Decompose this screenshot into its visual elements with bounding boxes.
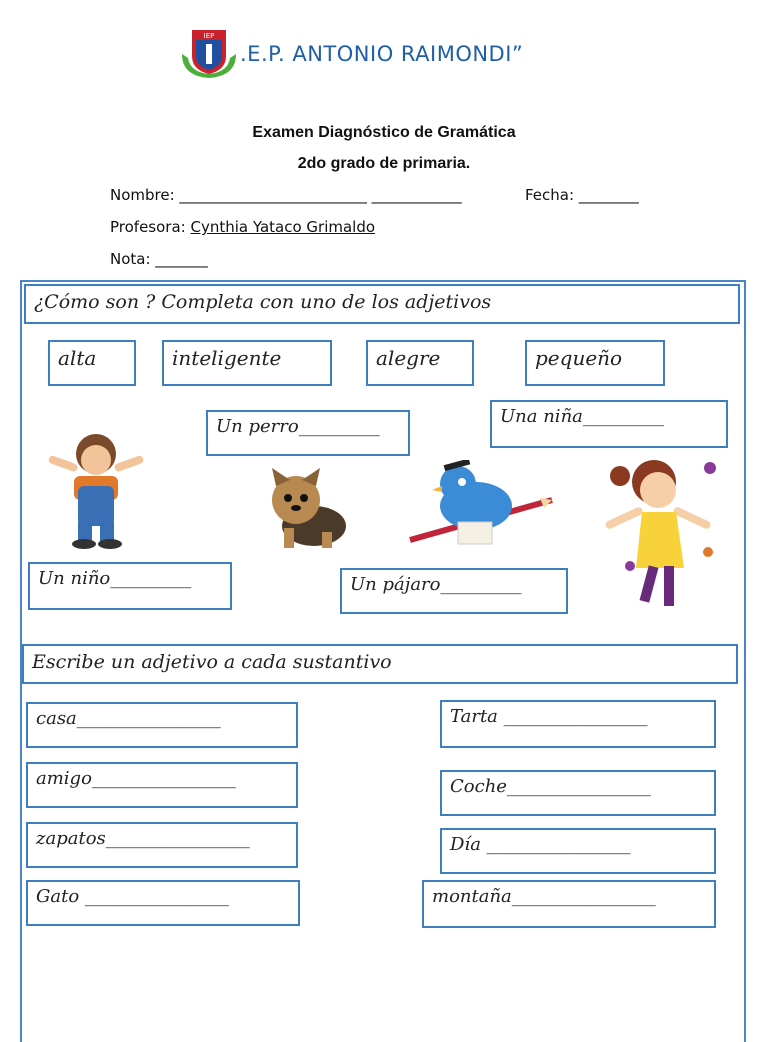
prompt-perro: Un perro_________ <box>206 410 410 456</box>
profesora-line <box>110 218 375 236</box>
noun-amigo: amigo________________ <box>26 762 298 808</box>
noun-gato: Gato ________________ <box>26 880 300 926</box>
adjective-pequeno: pequeño <box>525 340 665 386</box>
section1-heading: ¿Cómo son ? Completa con uno de los adjetivos <box>24 284 740 324</box>
logo-text: IEP <box>203 32 215 40</box>
adjective-alta: alta <box>48 340 136 386</box>
prompt-nina: Una niña_________ <box>490 400 728 448</box>
profesora-name: Cynthia Yataco Grimaldo <box>190 218 376 236</box>
nombre-field: Nombre: _________________________ ____________ <box>110 186 462 204</box>
noun-casa: casa________________ <box>26 702 298 748</box>
exam-grade: 2do grado de primaria. <box>297 155 471 172</box>
prompt-nino: Un niño_________ <box>28 562 232 610</box>
school-logo <box>178 24 240 80</box>
section2-heading: Escribe un adjetivo a cada sustantivo <box>22 644 738 684</box>
noun-montana: montaña________________ <box>422 880 716 928</box>
boy-illustration <box>44 430 148 550</box>
bird-illustration <box>406 460 556 552</box>
dog-illustration <box>262 466 352 552</box>
nota-field: Nota: _______ <box>110 250 208 268</box>
noun-dia: Día ________________ <box>440 828 716 874</box>
adjective-inteligente: inteligente <box>162 340 332 386</box>
noun-coche: Coche________________ <box>440 770 716 816</box>
adjective-alegre: alegre <box>366 340 474 386</box>
noun-tarta: Tarta ________________ <box>440 700 716 748</box>
exam-title: Examen Diagnóstico de Gramática <box>252 124 516 141</box>
school-name: .E.P. ANTONIO RAIMONDI” <box>240 42 524 66</box>
prompt-pajaro: Un pájaro_________ <box>340 568 568 614</box>
fecha-field: Fecha: ________ <box>525 186 639 204</box>
girl-illustration <box>600 456 726 626</box>
noun-zapatos: zapatos________________ <box>26 822 298 868</box>
profesora-label: Profesora: <box>110 218 191 236</box>
